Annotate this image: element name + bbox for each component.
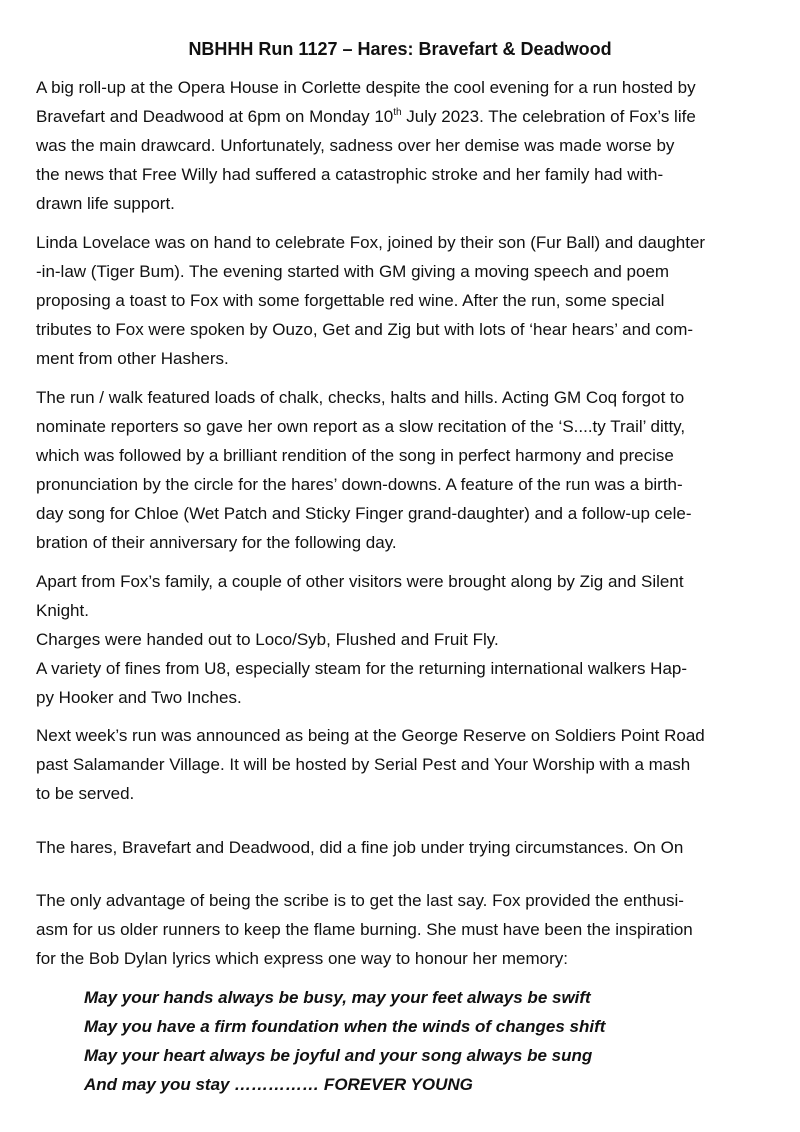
text-line: Charges were handed out to Loco/Syb, Flushed and Fruit Fly. — [36, 630, 499, 649]
ordinal-suffix: th — [393, 107, 402, 118]
text-line: bration of their anniversary for the following day. — [36, 533, 397, 552]
text-line: asm for us older runners to keep the flame burning. She must have been the inspiration — [36, 920, 693, 939]
text-line: py Hooker and Two Inches. — [36, 688, 242, 707]
poem-line: May your heart always be joyful and your song always be sung — [84, 1046, 593, 1065]
paragraph-scribe — [36, 886, 756, 973]
text-line: Linda Lovelace was on hand to celebrate Fox, joined by their son (Fur Ball) and daughter — [36, 233, 706, 252]
text-line: Apart from Fox’s family, a couple of other visitors were brought along by Zig and Silent — [36, 572, 684, 591]
text-line: nominate reporters so gave her own report as a slow recitation of the ‘S....ty Trail’ ditty, — [36, 417, 686, 436]
paragraph-run-report — [36, 383, 756, 557]
text-line: ment from other Hashers. — [36, 349, 229, 368]
text-line: past Salamander Village. It will be hosted by Serial Pest and Your Worship with a mash — [36, 755, 691, 774]
text-line: The hares, Bravefart and Deadwood, did a fine job under trying circumstances. On On — [36, 838, 684, 857]
text-line: drawn life support. — [36, 194, 175, 213]
text-line: Knight. — [36, 601, 89, 620]
page-title: NBHHH Run 1127 – Hares: Bravefart & Deadwood — [188, 39, 612, 59]
text-line: the news that Free Willy had suffered a catastrophic stroke and her family had with- — [36, 165, 664, 184]
text-line: -in-law (Tiger Bum). The evening started with GM giving a moving speech and poem — [36, 262, 670, 281]
text-fragment: July 2023. The celebration of Fox’s life — [401, 107, 696, 126]
text-line: which was followed by a brilliant rendition of the song in perfect harmony and precise — [36, 446, 674, 465]
paragraph-hares-thanks — [36, 833, 756, 862]
text-line: Next week’s run was announced as being at the George Reserve on Soldiers Point Road — [36, 726, 705, 745]
paragraph-next-week — [36, 721, 756, 808]
poem-line: May you have a firm foundation when the winds of changes shift — [84, 1017, 606, 1036]
poem-line: And may you stay …………… FOREVER YOUNG — [84, 1075, 473, 1094]
text-line: A big roll-up at the Opera House in Corlette despite the cool evening for a run hosted by — [36, 78, 696, 97]
poem-lyrics — [84, 983, 764, 1099]
text-fragment: Bravefart and Deadwood at 6pm on Monday 10 — [36, 107, 394, 126]
text-line — [36, 102, 756, 131]
text-line: pronunciation by the circle for the hares’ down-downs. A feature of the run was a birth- — [36, 475, 683, 494]
paragraph-visitors-charges — [36, 567, 756, 712]
text-line: for the Bob Dylan lyrics which express one way to honour her memory: — [36, 949, 568, 968]
poem-line: May your hands always be busy, may your feet always be swift — [84, 988, 591, 1007]
paragraph-celebration — [36, 228, 756, 373]
text-line: day song for Chloe (Wet Patch and Sticky Finger grand-daughter) and a follow-up cele- — [36, 504, 692, 523]
text-line: was the main drawcard. Unfortunately, sadness over her demise was made worse by — [36, 136, 675, 155]
text-line: A variety of fines from U8, especially steam for the returning international walkers Hap- — [36, 659, 688, 678]
text-line: tributes to Fox were spoken by Ouzo, Get and Zig but with lots of ‘hear hears’ and com- — [36, 320, 694, 339]
text-line: The run / walk featured loads of chalk, checks, halts and hills. Acting GM Coq forgot to — [36, 388, 685, 407]
text-line: proposing a toast to Fox with some forgettable red wine. After the run, some special — [36, 291, 665, 310]
text-line: to be served. — [36, 784, 135, 803]
text-line: The only advantage of being the scribe is to get the last say. Fox provided the enthusi- — [36, 891, 684, 910]
paragraph-roll-up — [36, 73, 756, 218]
